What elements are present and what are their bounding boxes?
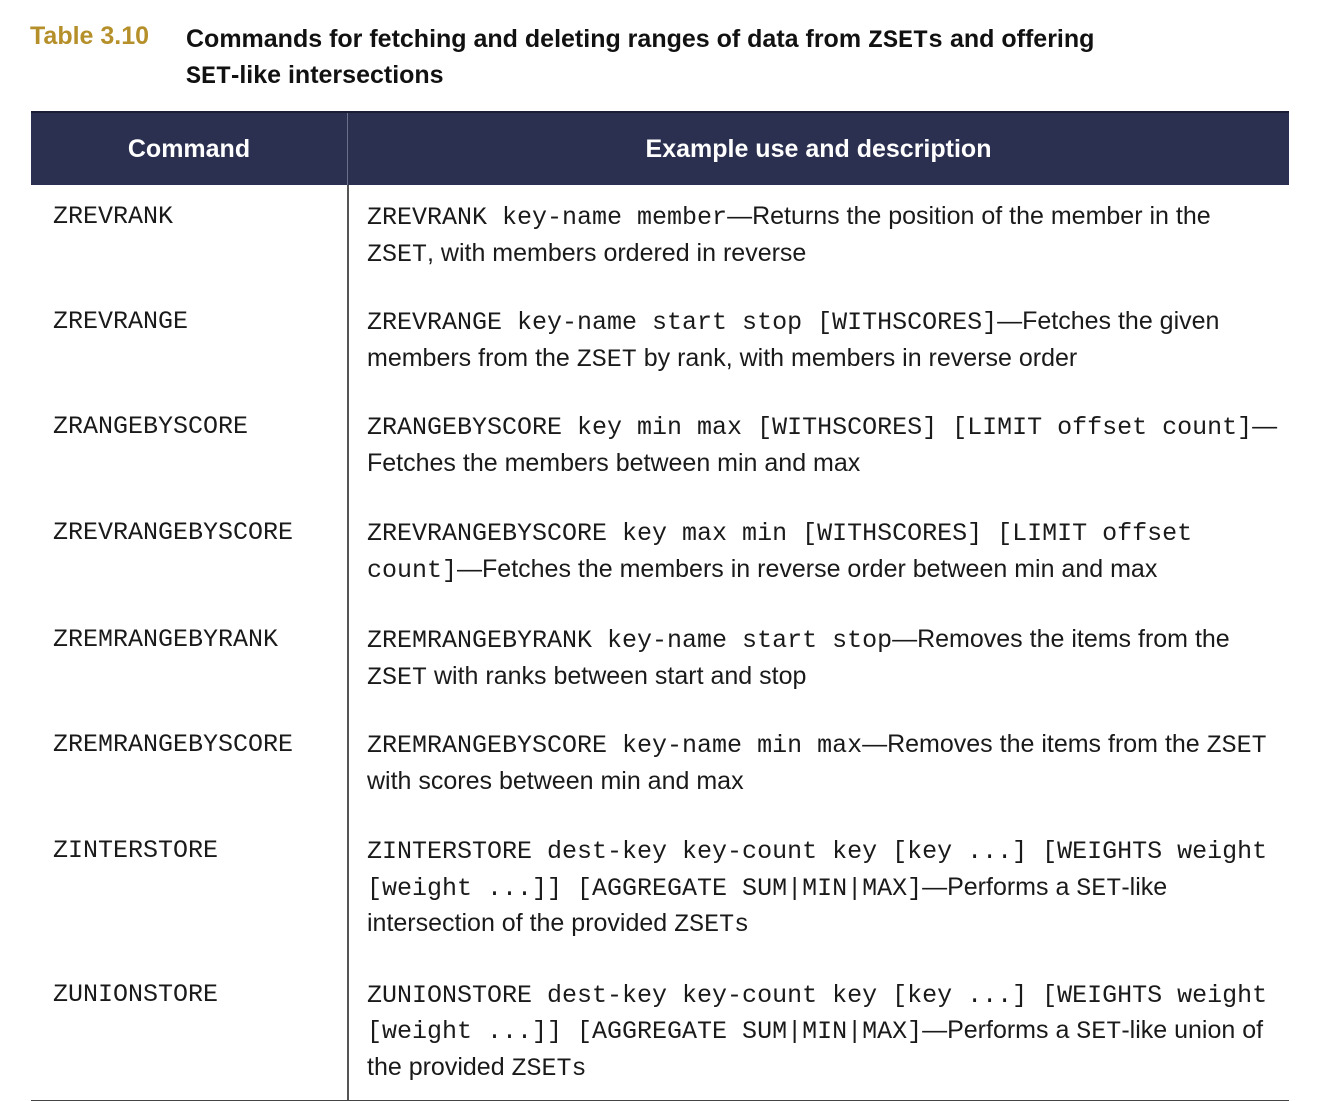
commands-table	[31, 111, 1289, 1101]
code-fragment: SET	[1076, 873, 1122, 903]
description-cell	[347, 409, 1289, 481]
code-fragment: ZREVRANK key-name member	[367, 203, 728, 232]
code-fragment: ZSET	[367, 239, 428, 269]
description-cell	[347, 833, 1289, 943]
code-fragment: ZREVRANGE key-name start stop [WITHSCORES]	[367, 308, 998, 337]
table-row	[31, 612, 1289, 717]
table-row	[31, 967, 1289, 1101]
description-cell	[347, 515, 1289, 588]
table-body	[31, 185, 1289, 1101]
description-text: —Removes the items from the	[862, 730, 1207, 758]
code-fragment: ZREMRANGEBYSCORE key-name min max	[367, 731, 863, 760]
code-fragment: ZSET	[576, 344, 637, 374]
table-title	[186, 22, 1186, 94]
table-number: Table 3.10	[30, 22, 150, 50]
table-row	[31, 505, 1289, 612]
description-text: —Fetches the members between min and max	[367, 412, 1278, 477]
description-text: -like union of the provided	[367, 1016, 1264, 1081]
title-part: -like intersections	[231, 61, 444, 89]
code-fragment: ZINTERSTORE dest-key key-count key [key ...] [WEIGHTS weight [weight ...]] [AGGREGATE SUM|MIN|MAX]	[367, 837, 1268, 903]
description-text: —Fetches the given members from the	[367, 307, 1220, 372]
description-text: by rank, with members in reverse order	[636, 343, 1078, 372]
title-code: SET	[186, 62, 232, 91]
description-text: —Performs a	[922, 1016, 1077, 1044]
code-fragment: ZSETs	[511, 1053, 587, 1083]
code-fragment: ZRANGEBYSCORE key min max [WITHSCORES] [LIMIT offset count]	[367, 413, 1253, 442]
command-cell: ZREVRANK	[53, 202, 174, 231]
title-part: and offering	[943, 25, 1095, 53]
code-fragment: ZSET	[367, 662, 428, 692]
column-divider	[347, 185, 349, 1100]
command-cell: ZINTERSTORE	[53, 836, 219, 865]
description-cell	[347, 622, 1289, 695]
description-text: with scores between min and max	[367, 766, 744, 795]
command-cell: ZREVRANGE	[53, 307, 189, 336]
code-fragment: ZREVRANGEBYSCORE key max min [WITHSCORES] [LIMIT offset count]	[367, 519, 1193, 585]
code-fragment: ZREMRANGEBYRANK key-name start stop	[367, 626, 893, 655]
code-fragment: SET	[1076, 1017, 1122, 1046]
description-text: —Performs a	[922, 872, 1077, 901]
header-description: Example use and description	[645, 134, 992, 163]
description-text: -like intersection of the provided	[367, 872, 1168, 937]
description-text: —Returns the position of the member in the	[727, 202, 1211, 230]
command-cell: ZUNIONSTORE	[53, 979, 219, 1009]
command-cell: ZREMRANGEBYRANK	[53, 625, 279, 654]
description-cell	[347, 977, 1289, 1087]
code-fragment: ZUNIONSTORE dest-key key-count key [key ...] [WEIGHTS weight [weight ...]] [AGGREGATE SUM|MIN|MAX]	[367, 980, 1268, 1046]
description-text: —Fetches the members in reverse order between min and max	[457, 554, 1158, 583]
table-row	[31, 185, 1289, 294]
table-row	[31, 823, 1289, 967]
command-cell: ZREMRANGEBYSCORE	[53, 730, 294, 759]
title-part: Commands for fetching and deleting ranges of data from	[186, 25, 869, 53]
table-header	[31, 111, 1289, 185]
description-text: with ranks between start and stop	[427, 661, 807, 690]
table-row	[31, 399, 1289, 505]
description-text: —Removes the items from the	[892, 625, 1230, 653]
table-row	[31, 717, 1289, 823]
description-cell	[347, 304, 1289, 377]
title-code: ZSETs	[868, 26, 944, 55]
code-fragment: ZSET	[1206, 731, 1267, 760]
command-cell: ZRANGEBYSCORE	[53, 412, 249, 441]
description-text: , with members ordered in reverse	[427, 238, 807, 267]
header-command: Command	[31, 113, 348, 185]
description-cell	[347, 727, 1289, 799]
table-row	[31, 294, 1289, 399]
description-cell	[347, 199, 1289, 272]
command-cell: ZREVRANGEBYSCORE	[53, 518, 294, 547]
code-fragment: ZSETs	[674, 910, 750, 939]
